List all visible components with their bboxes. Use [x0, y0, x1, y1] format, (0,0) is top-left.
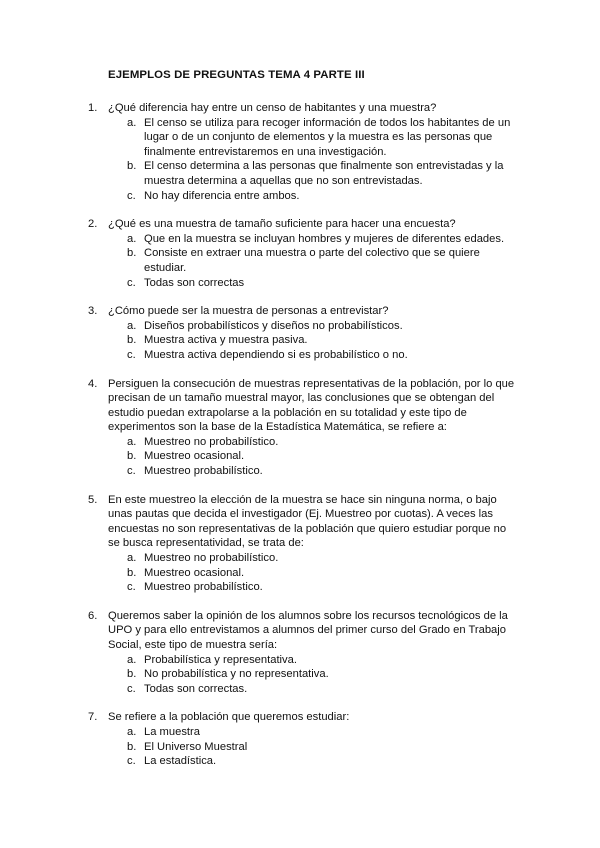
option-text: No probabilística y no representativa.: [144, 668, 329, 681]
option-text: Probabilística y representativa.: [144, 653, 297, 666]
page-title: EJEMPLOS DE PREGUNTAS TEMA 4 PARTE III: [108, 69, 365, 81]
option-text: Muestreo no probabilístico.: [144, 552, 279, 565]
option-letter: c.: [127, 581, 136, 594]
option-text: La muestra: [144, 725, 200, 738]
option-item: [0, 580, 600, 595]
question-item: [0, 609, 600, 697]
option-list: [0, 319, 600, 363]
question-item: [0, 304, 600, 362]
option-letter: c.: [127, 276, 136, 289]
question-text: ¿Cómo puede ser la muestra de personas a entrevistar?: [108, 305, 389, 318]
option-list: [0, 551, 600, 595]
question-number: 6.: [88, 609, 98, 622]
option-item: [0, 551, 600, 566]
option-text: El Universo Muestral: [144, 740, 248, 753]
question-text: Queremos saber la opinión de los alumnos sobre los recursos tecnológicos de la UPO y para ello entrevistamos a alumnos del primer curso del Grado en Trabajo Social, este tipo de muestra sería:: [108, 609, 508, 651]
question-text: ¿Qué diferencia hay entre un censo de habitantes y una muestra?: [108, 102, 437, 114]
option-letter: a.: [127, 435, 137, 448]
option-item: [0, 682, 600, 697]
question-list: [0, 101, 600, 783]
option-letter: b.: [127, 334, 137, 347]
question-text: Persiguen la consecución de muestras representativas de la población, por lo que precisan de un tamaño muestral mayor, las conclusiones que se obtengan del estudio puedan extrapolarse a la población en su totalidad y este tipo de experimentos son la base de la Estadística Matemática, se refiere a:: [108, 377, 515, 434]
option-list: [0, 232, 600, 290]
option-letter: c.: [127, 465, 136, 478]
option-item: [0, 276, 600, 291]
question-text: Se refiere a la población que queremos estudiar:: [108, 711, 350, 724]
option-text: El censo se utiliza para recoger información de todos los habitantes de un lugar o de un conjunto de elementos y la muestra es las personas que finalmente entrevistaremos en una investigación.: [144, 116, 511, 158]
option-letter: b.: [127, 160, 137, 173]
option-letter: a.: [127, 232, 137, 245]
option-text: No hay diferencia entre ambos.: [144, 189, 300, 202]
question-text: En este muestreo la elección de la muestra se hace sin ninguna norma, o bajo unas pautas que decida el investigador (Ej. Muestreo por cuotas). A veces las encuestas no son representativas de la población que quiero estudiar porque no se busca representatividad, se trata de:: [108, 493, 507, 550]
option-item: [0, 725, 600, 740]
option-letter: b.: [127, 740, 137, 753]
option-letter: c.: [127, 348, 136, 361]
option-item: [0, 333, 600, 348]
option-item: [0, 435, 600, 450]
question-number: 2.: [88, 218, 98, 231]
option-text: Que en la muestra se incluyan hombres y mujeres de diferentes edades.: [144, 232, 505, 245]
option-letter: c.: [127, 755, 136, 768]
option-text: La estadística.: [144, 755, 217, 768]
option-list: [0, 725, 600, 769]
option-item: [0, 319, 600, 334]
option-text: Todas son correctas.: [144, 682, 248, 695]
question-number: 1.: [88, 102, 98, 114]
question-item: [0, 377, 600, 479]
option-letter: b.: [127, 566, 137, 579]
option-item: [0, 464, 600, 479]
option-list: [0, 116, 600, 204]
question-number: 3.: [88, 305, 98, 318]
option-item: [0, 189, 600, 204]
option-text: Consiste en extraer una muestra o parte del colectivo que se quiere estudiar.: [144, 247, 480, 274]
option-item: [0, 348, 600, 363]
option-letter: b.: [127, 247, 137, 260]
question-item: [0, 217, 600, 290]
option-item: [0, 566, 600, 581]
option-text: El censo determina a las personas que finalmente son entrevistadas y la muestra determina a aquellas que no son entrevistadas.: [144, 160, 504, 187]
option-letter: c.: [127, 189, 136, 202]
option-item: [0, 246, 600, 275]
option-letter: b.: [127, 450, 137, 463]
option-item: [0, 667, 600, 682]
option-letter: a.: [127, 116, 137, 129]
option-text: Muestreo ocasional.: [144, 566, 245, 579]
question-item: [0, 710, 600, 768]
option-item: [0, 159, 600, 188]
option-text: Muestreo probabilístico.: [144, 465, 263, 478]
question-number: 4.: [88, 377, 98, 390]
option-letter: a.: [127, 725, 137, 738]
question-number: 5.: [88, 493, 98, 506]
option-text: Muestra activa y muestra pasiva.: [144, 334, 308, 347]
option-list: [0, 653, 600, 697]
option-text: Muestreo ocasional.: [144, 450, 245, 463]
option-item: [0, 754, 600, 769]
option-text: Diseños probabilísticos y diseños no probabilísticos.: [144, 319, 403, 332]
option-letter: a.: [127, 653, 137, 666]
option-letter: a.: [127, 552, 137, 565]
option-item: [0, 449, 600, 464]
option-list: [0, 435, 600, 479]
question-item: [0, 493, 600, 595]
option-letter: c.: [127, 682, 136, 695]
question-number: 7.: [88, 711, 98, 724]
option-text: Muestreo probabilístico.: [144, 581, 263, 594]
option-text: Muestreo no probabilístico.: [144, 435, 279, 448]
question-text: ¿Qué es una muestra de tamaño suficiente para hacer una encuesta?: [108, 218, 456, 231]
option-text: Muestra activa dependiendo si es probabilístico o no.: [144, 348, 408, 361]
question-item: [0, 101, 600, 203]
option-item: [0, 740, 600, 755]
option-item: [0, 653, 600, 668]
option-letter: b.: [127, 668, 137, 681]
option-item: [0, 116, 600, 160]
option-item: [0, 232, 600, 247]
option-letter: a.: [127, 319, 137, 332]
option-text: Todas son correctas: [144, 276, 245, 289]
